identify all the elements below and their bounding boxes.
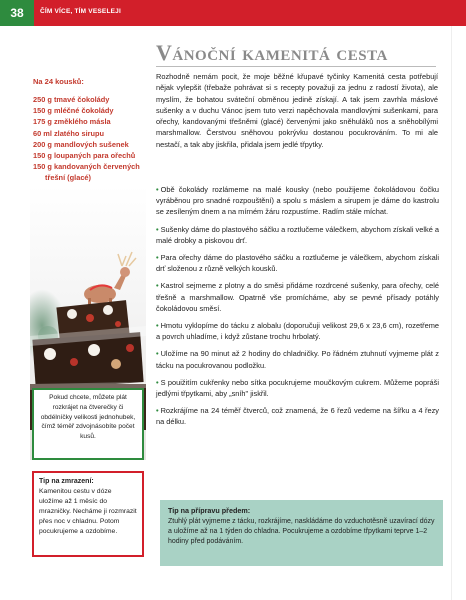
freezing-tip-box bbox=[32, 471, 144, 557]
recipe-title: Vánoční kamenitá cesta bbox=[156, 40, 388, 65]
intro-paragraph: Rozhodně nemám pocit, že moje běžné křupavé tyčinky Kamenitá cesta potřebují nějak vylepšit (třebaže pohrávat si s recepty považuji za jednu z radostí života), ale myslím, že bohatou sváteční obměnou jedině získají. A tak jsem zavrhla máslové sušenky a v duchu Vánoc jsem tuto verzi napěchovala mandlovými sušenkami, para ořechy, kandovanými třešněmi (glacé) červenými jako sněhuláků nos a sněhobílými marshmallow. Čerstvou sněhovou pokrývku dostanou pocukrováním. To mi ale nestačí, a tak aby jiskřila, přidala jsem jedlé třpytky. bbox=[156, 72, 438, 149]
bullet-icon: • bbox=[156, 349, 159, 359]
bullet-icon: • bbox=[156, 281, 159, 291]
bullet-icon: • bbox=[156, 406, 159, 416]
ingredient-item: 175 g změklého másla bbox=[33, 117, 111, 127]
freezing-tip-heading: Tip na zmrazení: bbox=[39, 478, 94, 485]
ingredient-item: třešní (glacé) bbox=[45, 173, 92, 183]
running-head: ČÍM VÍCE, TÍM VESELEJI bbox=[40, 8, 121, 15]
ingredient-item: 150 g loupaných para ořechů bbox=[33, 151, 136, 161]
serving-tip-text: Pokud chcete, můžete plát rozkrájet na čtverečky či obdélníčky velikosti jednohubek, čímž téměř zdvojnásobíte počet kusů. bbox=[40, 394, 136, 441]
ingredients-heading: Na 24 kousků: bbox=[33, 77, 84, 86]
make-ahead-tip-box bbox=[160, 500, 443, 566]
margin-line bbox=[451, 26, 452, 600]
method-step: • Hmotu vyklopíme do tácku z alobalu (doporučuji velikost 29,6 x 23,6 cm), rozetřeme a povrch uhladíme, i když zůstane trochu hrbolatý. bbox=[156, 321, 439, 342]
bullet-icon: • bbox=[156, 321, 159, 331]
bullet-icon: • bbox=[156, 224, 159, 234]
serving-tip-box bbox=[32, 388, 144, 460]
method-step: • Kastrol sejmeme z plotny a do směsi přidáme rozdrcené sušenky, para ořechy, celé třešně a marshmallow. Opatrně vše promícháme, aby se pevné přísady potáhly čokoládovou směsí. bbox=[156, 281, 439, 313]
ingredient-item: 150 g kandovaných červených bbox=[33, 162, 140, 172]
ingredient-item: 200 g mandlových sušenek bbox=[33, 139, 129, 149]
bullet-icon: • bbox=[156, 253, 159, 263]
make-ahead-tip-heading: Tip na přípravu předem: bbox=[168, 506, 251, 515]
method-step: • Obě čokolády rozlámeme na malé kousky (nebo použijeme čokoládovou čočku vyráběnou pro snadné rozpouštění) a spolu s máslem a sirupem je dáme do kastrolu se zesíleným dnem a na mírném žáru rozpustíme. Radím stále míchat. bbox=[156, 185, 439, 217]
ingredient-item: 150 g mléčné čokolády bbox=[33, 106, 114, 116]
method-step: • Para ořechy dáme do plastového sáčku a roztlučeme je válečkem, abychom získali drť složenou z různě velkých kousků. bbox=[156, 253, 439, 274]
method-step: • Uložíme na 90 minut až 2 hodiny do chladničky. Po řádném ztuhnutí vyjmeme plát z tácku na pocukrovanou podložku. bbox=[156, 349, 439, 370]
bullet-icon: • bbox=[156, 377, 159, 387]
method-step: • Sušenky dáme do plastového sáčku a roztlučeme válečkem, abychom získali velké a malé drobky a piskovou drť. bbox=[156, 224, 439, 245]
ingredient-item: 60 ml zlatého sirupu bbox=[33, 128, 105, 138]
ingredient-item: 250 g tmavé čokolády bbox=[33, 95, 110, 104]
bullet-icon: • bbox=[156, 185, 159, 194]
freezing-tip-text: Kamenitou cestu v dóze uložíme až 1 měsíc do mrazničky. Necháme ji rozmrazit přes noc v chladnu. Potom pocukrujeme a ozdobíme. bbox=[39, 488, 137, 535]
method-step: • S pouižitím cukřenky nebo sítka pocukrujeme moučkovým cukrem. Můžeme popráši jedlými třpytkami, aby „sníh" jiskřil. bbox=[156, 377, 439, 399]
make-ahead-tip-text: Ztuhlý plát vyjmeme z tácku, rozkrájíme, naskládáme do vzduchotěsně uzavírací dózy a uložíme až na 1 týden do chladna. Pocukrujeme a ozdobíme třpytkami teprve 1–2 hodiny před podáváním. bbox=[168, 517, 435, 545]
method-steps bbox=[156, 184, 439, 434]
title-rule bbox=[156, 66, 436, 67]
page-number: 38 bbox=[0, 0, 34, 26]
method-step: • Rozkrájíme na 24 téměř čtverců, což znamená, že 6 řezů vedeme na šířku a 4 řezy na délku. bbox=[156, 406, 439, 427]
